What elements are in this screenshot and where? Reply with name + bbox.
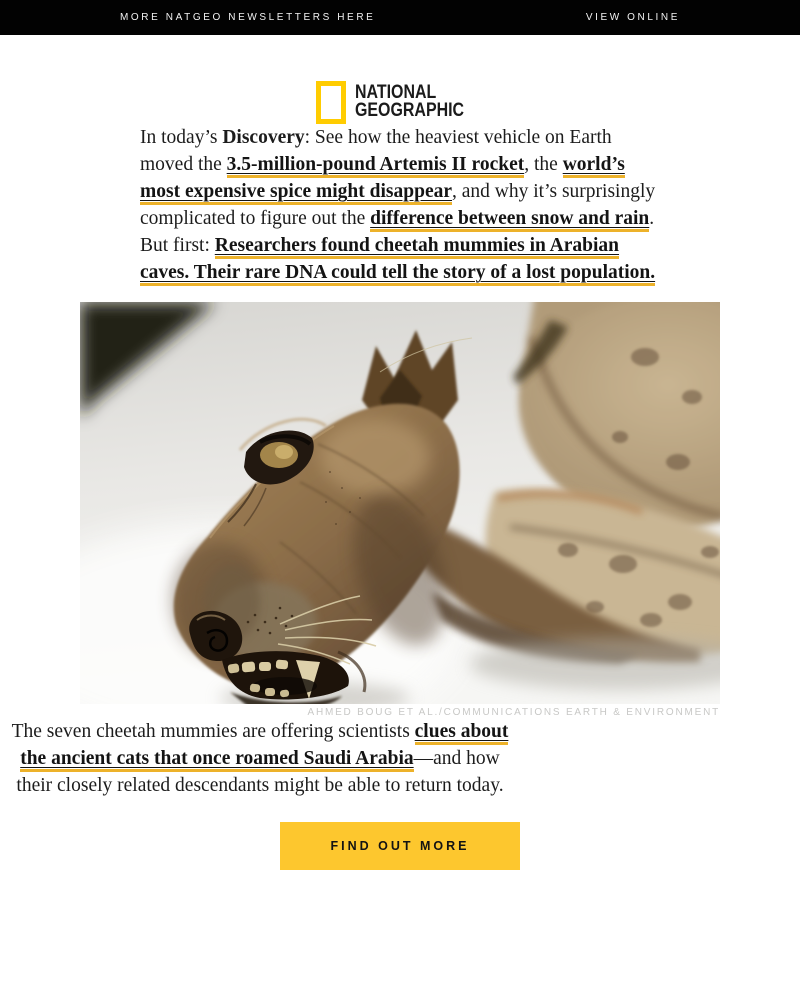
text-segment: . xyxy=(649,208,655,229)
text-segment: , the xyxy=(524,154,563,175)
cta-row xyxy=(0,822,800,880)
cheetah-mummy-photo[interactable] xyxy=(80,302,720,704)
photo-caption xyxy=(0,718,520,799)
text-segment: But first: xyxy=(140,235,215,256)
text-segment: In today’s xyxy=(140,127,223,148)
logo-line-1: NATIONAL xyxy=(354,82,436,103)
topbar xyxy=(0,0,800,35)
inline-link[interactable]: 3.5-million-pound Artemis II rocket xyxy=(227,154,525,178)
natgeo-logo-text xyxy=(355,84,464,120)
natgeo-frame-icon xyxy=(316,81,346,124)
text-segment: Discovery xyxy=(222,127,305,148)
inline-link[interactable]: clues about the ancient cats that once roamed Saudi Arabia xyxy=(20,721,508,772)
text-segment: , and why it’s surprisingly complicated to figure out the xyxy=(140,181,656,229)
logo-line-2: GEOGRAPHIC xyxy=(354,100,464,121)
inline-link[interactable]: Researchers found cheetah mummies in Arabian caves. Their rare DNA could tell the story of a lost population. xyxy=(140,235,655,286)
newsletter-body xyxy=(140,124,660,286)
intro-paragraph xyxy=(140,124,660,232)
more-newsletters-link[interactable]: MORE NATGEO NEWSLETTERS HERE xyxy=(120,12,376,23)
inline-link[interactable]: difference between snow and rain xyxy=(370,208,649,232)
inline-link[interactable]: world’s most expensive spice might disappear xyxy=(140,154,625,205)
photo-credit: AHMED BOUG ET AL./COMMUNICATIONS EARTH & ENVIRONMENT xyxy=(307,707,720,718)
text-segment: The seven cheetah mummies are offering scientists xyxy=(11,721,415,742)
teaser-paragraph xyxy=(140,232,660,286)
text-segment: : See how the heaviest vehicle on Earth moved the xyxy=(140,127,612,175)
photo-block xyxy=(80,302,720,718)
text-segment: —and how their closely related descendants might be able to return today. xyxy=(16,748,504,796)
view-online-link[interactable]: VIEW ONLINE xyxy=(585,12,680,23)
logo-row xyxy=(0,80,800,124)
natgeo-logo[interactable] xyxy=(316,80,485,124)
find-out-more-button[interactable]: FIND OUT MORE xyxy=(280,822,520,870)
